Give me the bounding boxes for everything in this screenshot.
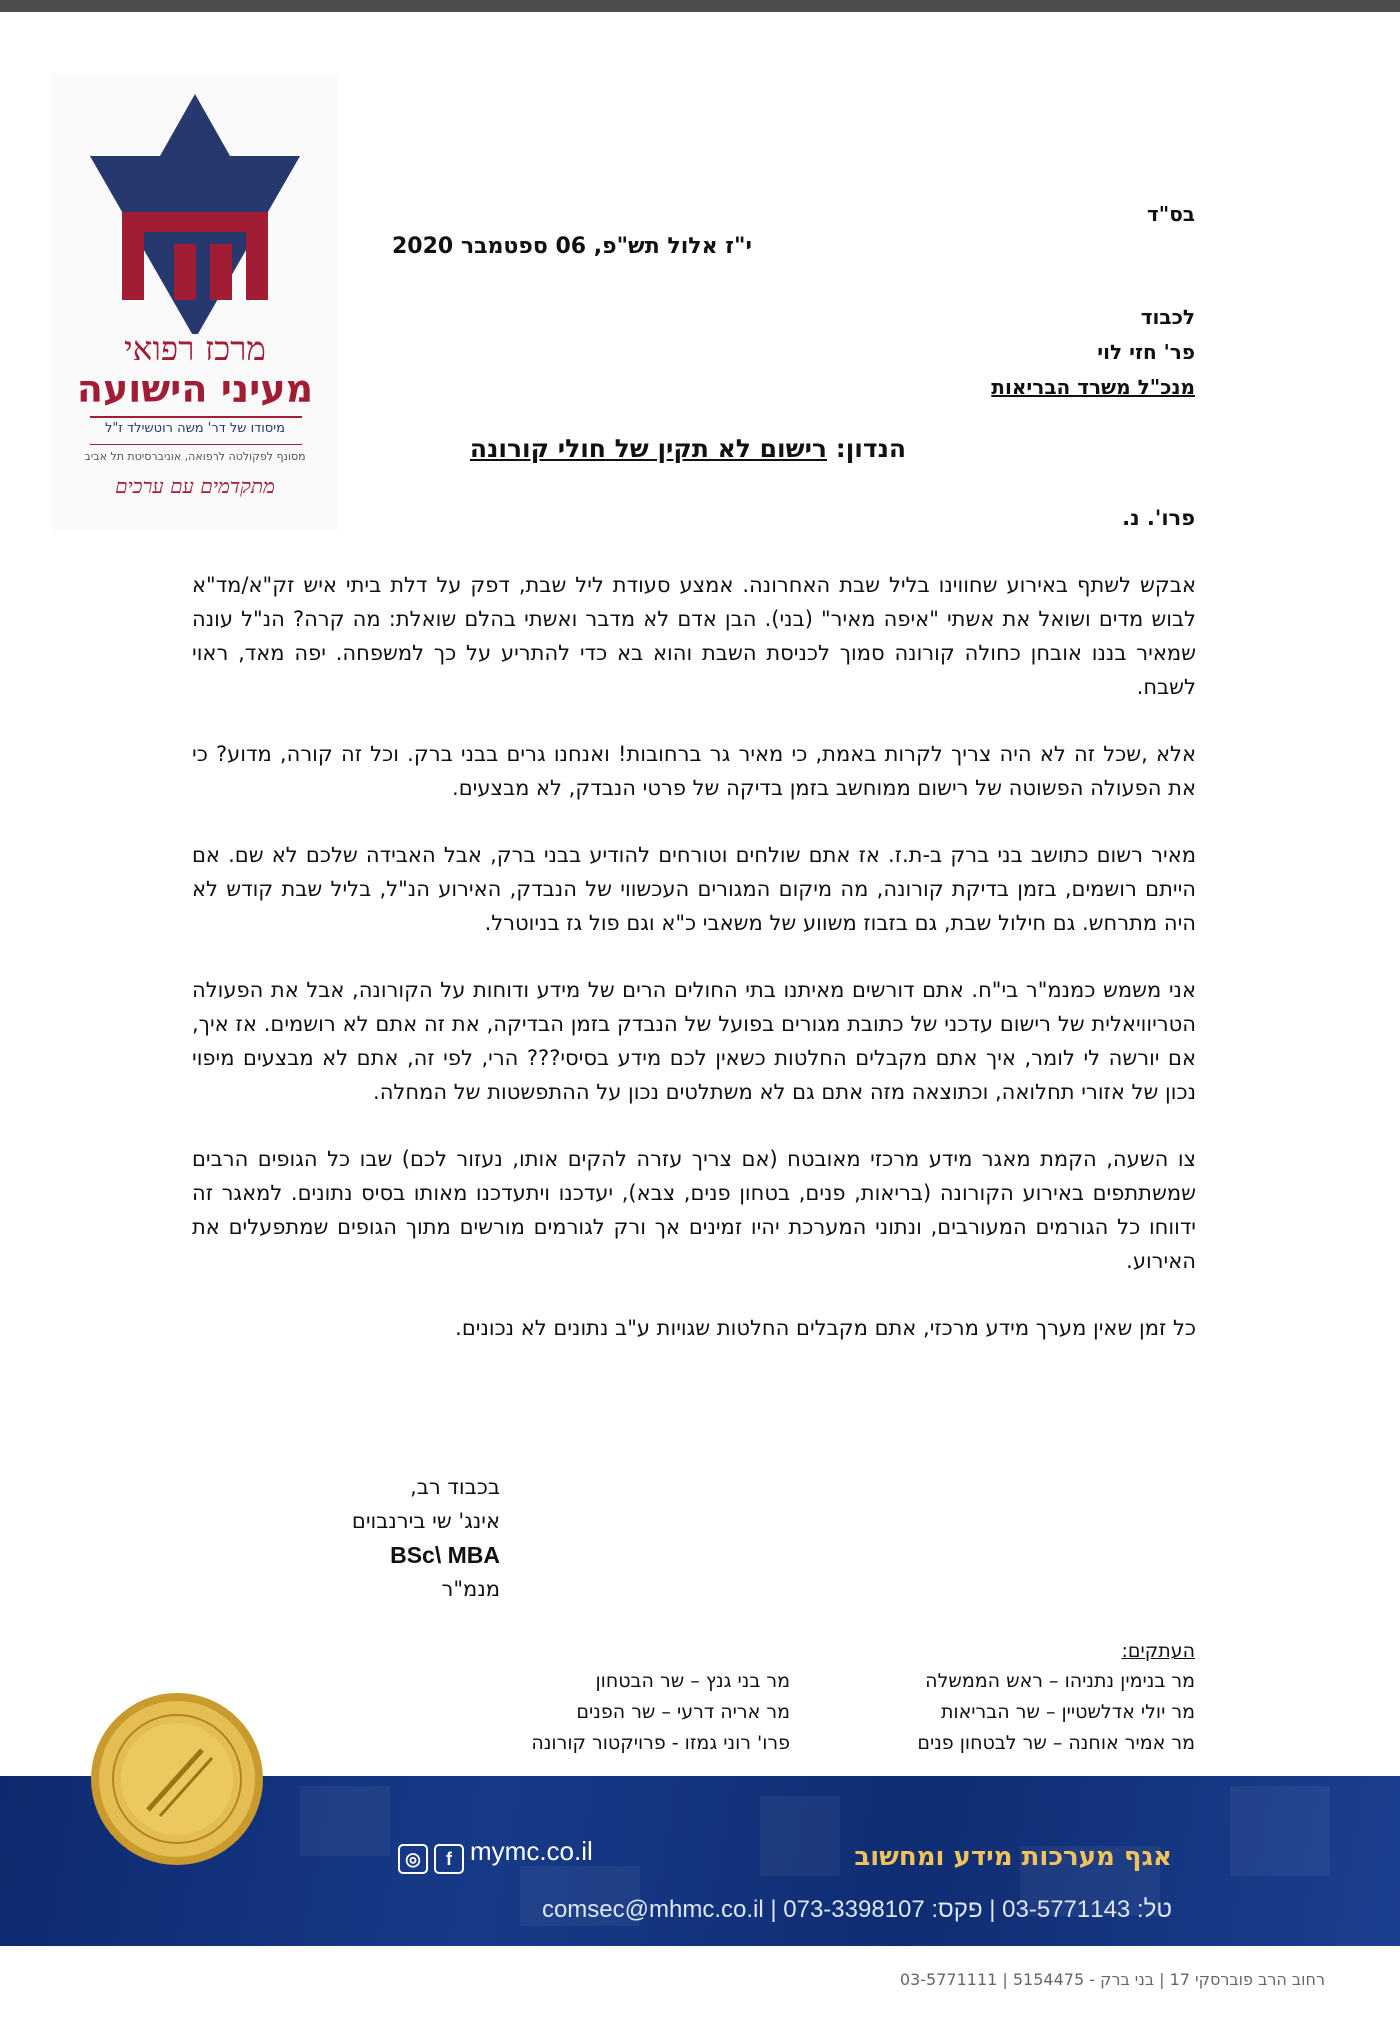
logo-name-line2: מעיני הישועה: [76, 367, 314, 411]
letter-body: [192, 568, 1196, 1378]
cc-item: מר בנימין נתניהו – ראש הממשלה: [925, 1670, 1195, 1692]
cc-item: מר אריה דרעי – שר הפנים: [576, 1701, 790, 1723]
body-paragraph: צו השעה, הקמת מאגר מידע מרכזי מאובטח (אם צריך עזרה להקים אותו, נעזור לכם) שבו כל הגופים הרבים שמשתתפים באירוע הקורונה (בריאות, פנים, בטחון פנים, צבא), יעדכנו ויתעדכנו מאותו בסיס נתונים. למאגר זה ידווחו כל הגורמים המעורבים, ונתוני המערכת יהיו זמינים אך ורק לגורמים מורשים מתוך הגופים שמתפעלים את האירוע.: [192, 1147, 1196, 1273]
body-paragraph: אלא ,שכל זה לא היה צריך לקרות באמת, כי מאיר גר ברחובות! ואנחנו גרים בבני ברק. וכל זה קורה, מדוע? כי את הפעולה הפשוטה של רישום ממוחשב בזמן בדיקה של פרטי הנבדק, לא מבצעים.: [192, 742, 1196, 800]
letter-page: [0, 12, 1400, 2018]
website-link[interactable]: mymc.co.il: [470, 1836, 593, 1866]
signature-block: [230, 1470, 500, 1606]
logo-name-line1: מרכז רפואי: [124, 329, 266, 368]
cc-title: העתקים:: [1121, 1640, 1195, 1662]
letter-date: י"ז אלול תש"פ, 06 ספטמבר 2020: [391, 234, 752, 259]
greeting: פרו'. נ.: [1122, 506, 1195, 530]
recipient-line: מנכ"ל משרד הבריאות: [991, 375, 1195, 399]
body-paragraph: כל זמן שאין מערך מידע מרכזי, אתם מקבלים החלטות שגויות ע"ב נתונים לא נכונים.: [455, 1316, 1196, 1340]
logo-affiliation-text: מסונף לפקולטה לרפואה, אוניברסיטת תל אביב: [84, 450, 306, 463]
accreditation-seal-icon: [90, 1692, 264, 1866]
instagram-icon[interactable]: ◎: [398, 1844, 428, 1874]
department-name: אגף מערכות מידע ומחשוב: [854, 1842, 1172, 1872]
body-paragraph: אבקש לשתף באירוע שחווינו בליל שבת האחרונה. אמצע סעודת ליל שבת, דפק על דלת ביתי איש זק"א/מד"א לבוש מדים ושואל את אשתי "איפה מאיר" (בני). הבן אדם לא מדבר ואשתי בהלם שואלת: מה קרה? הנ"ל עונה שמאיר בננו אובחן כחולה קורונה סמוך לכניסת השבת והוא בא כדי להתריע על כך למשפחה. יפה מאד, ראוי לשבח.: [192, 573, 1196, 699]
cc-item: מר בני גנץ – שר הבטחון: [595, 1670, 790, 1692]
recipient-line: פר' חזי לוי: [1097, 340, 1195, 364]
cc-list-right: [917, 1666, 1195, 1759]
cc-item: פרו' רוני גמזו - פרויקטור קורונה: [531, 1732, 790, 1754]
signature-line: אינג' שי בירנבוים: [351, 1509, 500, 1533]
body-paragraph: מאיר רשום כתושב בני ברק ב-ת.ז. אז אתם שולחים וטורחים להודיע בבני ברק, אבל האבידה שלכם לא שם. אם הייתם רושמים, בזמן בדיקת קורונה, מה מיקום המגורים העכשווי של הנבדק, האירוע הנ"ל, בליל שבת קודש לא היה מתרחש. גם חילול שבת, גם בזבוז משווע של משאבי כ"א וגם פול גז בניוטרל.: [192, 843, 1196, 935]
star-of-david-logo-icon: [70, 94, 320, 334]
logo-divider: [90, 416, 302, 418]
logo-founder-text: מיסודו של דר' משה רוטשילד ז"ל: [105, 421, 285, 436]
viewer-top-bar: [0, 0, 1400, 12]
body-paragraph: אני משמש כמנמ"ר בי"ח. אתם דורשים מאיתנו בתי החולים הרים של מידע ודוחות על הקורונה, אבל את הפעולה הטריוויאלית של רישום עדכני של כתובת מגורים בפועל של הנבדק בזמן הבדיקה, את זה אתם לא רושמים. אז איך, אם יורשה לי לומר, איך אתם מקבלים החלטות כשאין לכם מידע בסיסי??? הרי, לפי זה, אתם לא מבצעים מיפוי נכון של אזורי תחלואה, וכתוצאה מזה אתם גם לא משתלטים נכון על ההתפשטות של המחלה.: [192, 978, 1196, 1104]
facebook-icon[interactable]: f: [434, 1844, 464, 1874]
recipient-line: לכבוד: [1140, 305, 1195, 329]
cc-item: מר אמיר אוחנה – שר לבטחון פנים: [917, 1732, 1195, 1754]
signature-degree: BSc\ MBA: [390, 1542, 500, 1568]
cc-list-left: [531, 1666, 790, 1759]
subject-prefix: הנדון:: [835, 434, 907, 463]
subject-line: [180, 434, 1196, 463]
logo-slogan: מתקדמים עם ערכים: [115, 474, 275, 498]
bsd-mark: בס"ד: [1147, 202, 1195, 226]
contact-line: טל: 03-5771143 | פקס: 073-3398107 | comsec@mhmc.co.il: [541, 1896, 1172, 1923]
signature-line: בכבוד רב,: [410, 1475, 500, 1499]
footer-address: רחוב הרב פוברסקי 17 | בני ברק - 5154475 | 03-5771111: [899, 1970, 1325, 1989]
recipient-block: [991, 300, 1195, 405]
subject-text: רישום לא תקין של חולי קורונה: [469, 434, 827, 463]
signature-line: מנמ"ר: [441, 1577, 500, 1601]
cc-item: מר יולי אדלשטיין – שר הבריאות: [940, 1701, 1195, 1723]
